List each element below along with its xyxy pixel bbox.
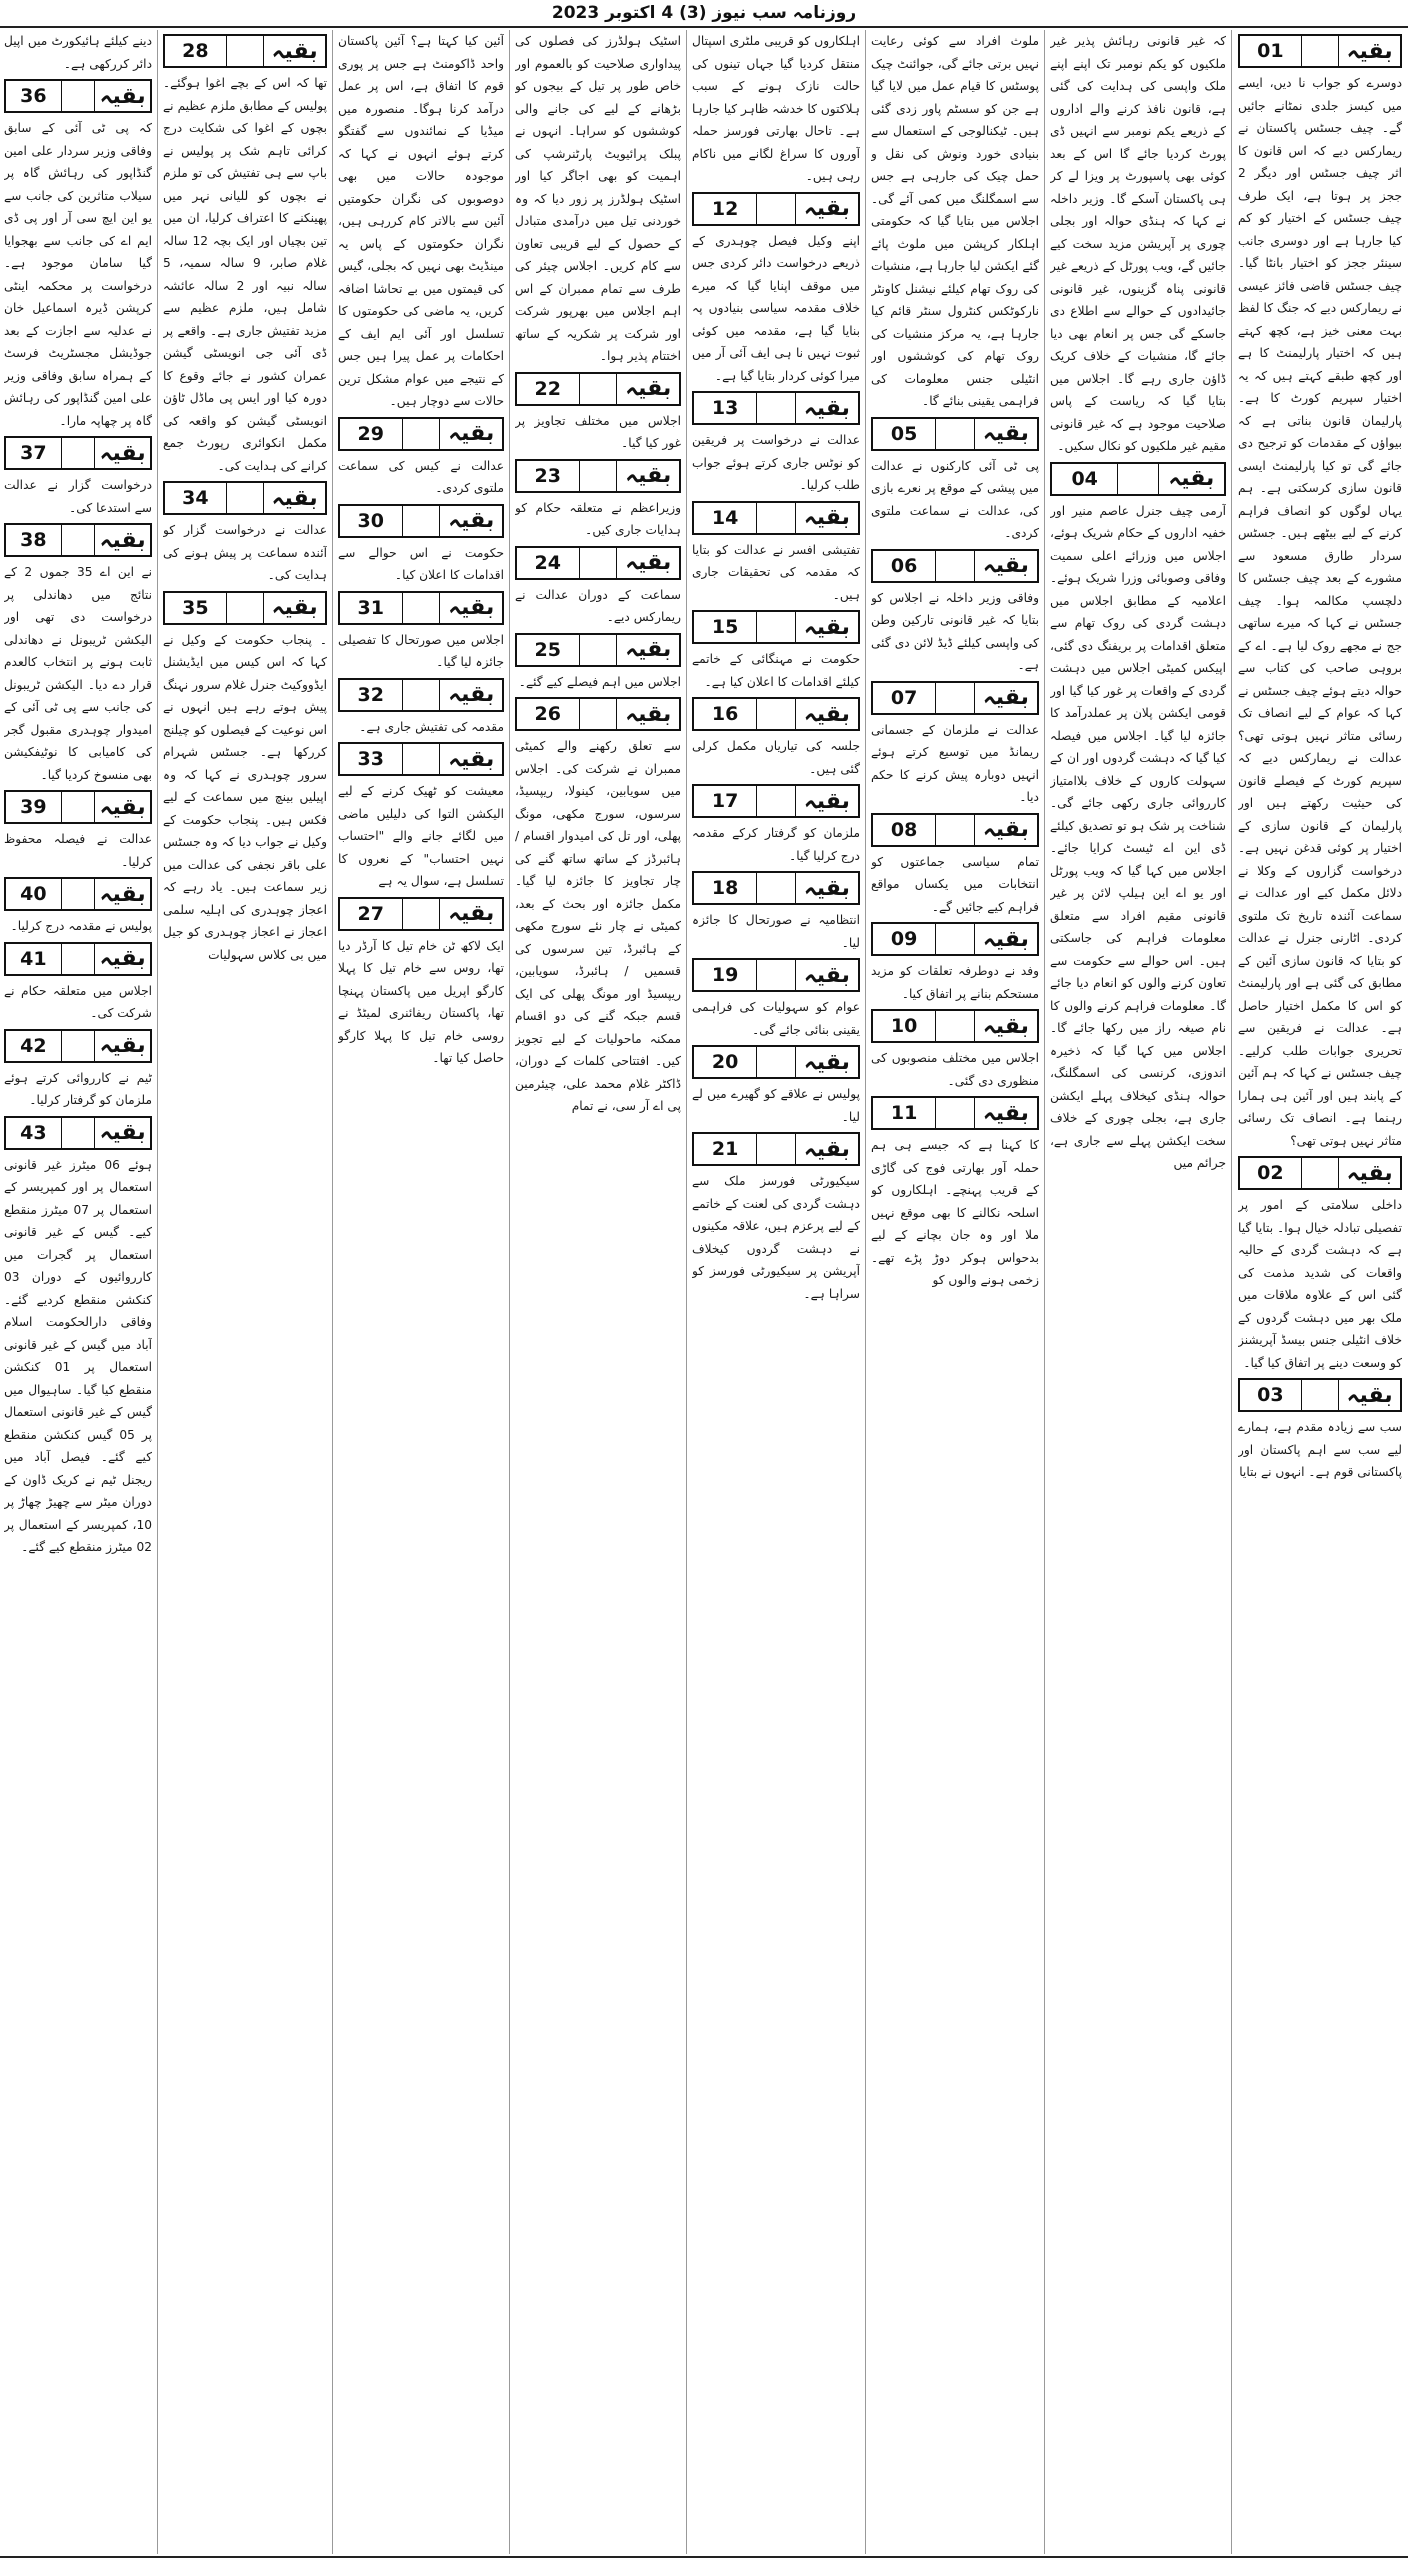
article-text: آئین کیا کہتا ہے؟ آئین پاکستان واحد ڈاکومنٹ ہے جس پر پوری قوم کا اتفاق ہے، اس پر عمل درآمد کرنا ہوگا۔ منصورہ میں میڈیا کے نمائندوں سے گفتگو کرتے ہوئے انہوں نے کہا کہ موجودہ حالات میں بھی دوصوبوں کی نگران حکومتیں آئین سے بالاتر کام کررہی ہیں، نگران حکومتوں کے پاس یہ مینڈیٹ بھی نہیں کہ بجلی، گیس کی قیمتوں میں بے تحاشا اضافہ کریں، یہ ماضی کی حکومتوں کا تسلسل اور آئی ایم ایف کے احکامات پر عمل پیرا ہیں جس کے نتیجے میں عوام مشکل ترین حالات سے دوچار ہیں۔ — [338, 34, 504, 408]
continuation-block — [515, 459, 681, 542]
continuation-number: 35 — [182, 596, 209, 619]
continuation-number: 33 — [357, 748, 384, 770]
continuation-block — [692, 784, 860, 867]
article-text: تمام سیاسی جماعتوں کو انتخابات میں یکساں مواقع فراہم کیے جائیں گے۔ — [871, 854, 1039, 914]
continuation-header — [1050, 462, 1226, 496]
continuation-header — [692, 958, 860, 992]
continuation-number: 07 — [890, 686, 918, 709]
continuation-header — [871, 813, 1039, 847]
continuation-block — [692, 697, 860, 780]
continuation-label: بقیہ — [795, 393, 858, 423]
article-text: ملزمان کو گرفتار کرکے مقدمہ درج کرلیا گیا۔ — [692, 826, 860, 863]
continuation-number: 23 — [534, 464, 561, 487]
continuation-number: 36 — [20, 85, 47, 107]
article-text: حکومت نے مہنگائی کے خاتمے کیلئے اقدامات کا اعلان کیا ہے۔ — [692, 652, 860, 689]
continuation-spacer — [935, 924, 973, 954]
column-divider — [332, 30, 333, 2554]
continuation-block — [871, 1009, 1039, 1092]
continuation-block — [1050, 462, 1226, 1175]
continuation-spacer — [756, 960, 794, 990]
article-text: سماعت کے دوران عدالت نے ریمارکس دیے۔ — [515, 587, 681, 624]
continuation-label: بقیہ — [616, 461, 679, 491]
article-text: سیکیورٹی فورسز ملک سے دہشت گردی کی لعنت کے خاتمے کے لیے پرعزم ہیں، علاقہ مکینوں نے دہشت گردوں کیخلاف آپریشن پر سیکیورٹی فورسز کو سراہا ہے۔ — [692, 1174, 860, 1301]
continuation-label: بقیہ — [439, 419, 502, 449]
continuation-block — [871, 681, 1039, 809]
article-text: پولیس نے مقدمہ درج کرلیا۔ — [10, 919, 152, 933]
continuation-number: 26 — [534, 703, 561, 725]
continuation-header — [871, 417, 1039, 451]
continuation-label: بقیہ — [94, 1118, 150, 1148]
continuation-label: بقیہ — [795, 503, 858, 533]
continuation-spacer — [579, 461, 617, 491]
continuation-number: 11 — [890, 1102, 918, 1124]
article-text: اپنے وکیل فیصل چوہدری کے ذریعے درخواست دائر کردی جس میں موقف اپنایا گیا کہ میرے خلاف مقدمہ سیاسی بنیادوں پہ بنایا گیا ہے، مقدمہ میں کوئی ثبوت نہیں نا ہی ایف آئی آر میں میرا کوئی کردار بتایا گیا ہے۔ — [692, 233, 860, 383]
continuation-header — [338, 591, 504, 625]
article-text: کا کہنا ہے کہ جیسے ہی ہم حملہ آور بھارتی فوج کی گاڑی کے قریب پہنچے۔ اہلکاروں کو اسلحہ نکالنے کا بھی موقع نہیں ملا اور وہ جان بچانے کے لیے بدحواس ہوکر دوڑ پڑے تھے۔ زخمی ہونے والوں کو — [871, 1138, 1039, 1287]
continuation-header — [871, 1096, 1039, 1130]
continuation-header — [4, 1029, 152, 1063]
continuation-block — [338, 678, 504, 739]
continuation-number: 05 — [890, 422, 918, 445]
continuation-number: 24 — [534, 551, 561, 574]
continuation-label: بقیہ — [974, 924, 1037, 954]
continuation-label: بقیہ — [795, 1047, 858, 1077]
continuation-spacer — [756, 393, 794, 423]
article-text: عدالت نے درخواست گزار کو آئندہ سماعت پر پیش ہونے کی ہدایت کی۔ — [163, 523, 327, 582]
continuation-header — [692, 871, 860, 905]
article-text: ٹیم نے کارروائی کرتے ہوئے ملزمان کو گرفتار کرلیا۔ — [4, 1070, 152, 1107]
continuation-header — [692, 192, 860, 226]
masthead-title: روزنامہ سب نیوز (3) 4 اکتوبر 2023 — [551, 3, 857, 23]
continuation-spacer — [756, 699, 794, 729]
continuation-header — [163, 481, 327, 515]
continuation-label: بقیہ — [94, 879, 150, 909]
continuation-block — [1238, 1156, 1402, 1374]
continuation-header — [515, 546, 681, 580]
bottom-rule — [0, 2556, 1408, 2558]
article-text: وزیراعظم نے متعلقہ حکام کو ہدایات جاری کیں۔ — [515, 500, 681, 537]
continuation-header — [163, 34, 327, 68]
continuation-block — [692, 1132, 860, 1305]
continuation-spacer — [1301, 1158, 1338, 1188]
continuation-number: 06 — [890, 554, 918, 577]
continuation-spacer — [226, 36, 263, 66]
article-text: حکومت نے اس حوالے سے اقدامات کا اعلان کیا۔ — [338, 545, 504, 582]
article-text: دوسرے کو جواب نا دیں، ایسے میں کیسز جلدی نمٹانے جائیں گے۔ چیف جسٹس پاکستان نے ریمارکس دیے کہ اس قانون کا اثر چیف جسٹس اور دیگر 2 ججز پر ہوتا ہے، ایک طرف چیف جسٹس کے اختیار کو کم کیا جارہا ہے اور دوسری جانب سینئر ججز کو اختیار بانٹا گیا۔ چیف جسٹس قاضی فائز عیسی نے ریمارکس دیے کہ جنگ کا لفظ بہت معنی خیز ہے، کچھ کہتے ہیں کہ اختیار پارلیمنٹ کا ہے اور کچھ طبقے کہتے ہیں کہ یہ اختیار سپریم کورٹ کا ہے۔ پارلیمان قانون بناتی ہے کہ بیواؤں کے مقدمات کو ترجیح دی جائے گی تو کیا پارلیمنٹ ایسی قانون سازی کرسکتی ہے۔ ہم یہاں لوگوں کو انصاف فراہم کرنے کے لیے بیٹھے ہیں۔ جسٹس سردار طارق مسعود سے مشورے کے بعد چیف جسٹس کا دلچسپ مکالمہ ہوا۔ چیف جسٹس نے کہا کہ میرے ساتھی جج نے مجھے روک لیا ہے۔ اے کے بروہی صاحب کی کتاب سے حوالہ دیتے ہوئے چیف جسٹس نے کہا کہ عوام کے لیے انصاف تک رسائی متاثر نہیں ہوتی تھی؟ عدالت نے ریمارکس دیے کہ سپریم کورٹ کے فیصلے قانون کی حیثیت رکھتے ہیں اور پارلیمان کے قانون سازی کے اختیار پر کوئی قدغن نہیں ہے۔ درخواست گزاروں کے وکلا نے دلائل مکمل کیے اور عدالت نے سماعت آئندہ تاریخ تک ملتوی کردی۔ اٹارنی جنرل نے عدالت کو بتایا کہ قانون سازی آئین کے مطابق کی گئی ہے اور پارلیمنٹ کو اس کا مکمل اختیار حاصل ہے۔ عدالت نے فریقین سے تحریری جوابات طلب کرلیے۔ چیف جسٹس نے کہا کہ ہم آئین کے پابند ہیں اور آئین ہی ہمارا رہنما ہے۔ انصاف تک رسائی متاثر نہیں ہوتی تھی؟ — [1238, 76, 1402, 1148]
continuation-block — [4, 1029, 152, 1112]
continuation-header — [871, 681, 1039, 715]
continuation-spacer — [61, 944, 95, 974]
column-5 — [515, 30, 681, 2554]
continuation-block — [163, 591, 327, 967]
continuation-spacer — [61, 1031, 95, 1061]
continuation-spacer — [756, 194, 794, 224]
continuation-block — [515, 372, 681, 455]
article-text: ۔ پنجاب حکومت کے وکیل نے کہا کہ اس کیس میں ایڈیشنل ایڈووکیٹ جنرل غلام سرور نہنگ پیش ہوتے رہے ہیں انہوں نے اس نوعیت کے فیصلوں کو چیلنج کررکھا ہے۔ جسٹس شہرام سرور چوہدری نے کہا کہ وہ اپیلیں بینچ میں سماعت کے لیے فکس ہیں۔ پنجاب حکومت کے وکیل نے جواب دیا کہ وہ جسٹس علی باقر نجفی کی عدالت میں زیر سماعت ہیں۔ یاد رہے کہ اعجاز چوہدری کی اہلیہ سلمی اعجاز نے اعجاز چوہدری کو جیل میں بی کلاس سہولیات — [163, 632, 327, 962]
article-text: اجلاس میں صورتحال کا تفصیلی جائزہ لیا گیا۔ — [338, 632, 504, 669]
top-rule — [0, 26, 1408, 28]
continuation-block — [338, 897, 504, 1070]
continuation-label: بقیہ — [795, 786, 858, 816]
continuation-number: 42 — [20, 1034, 47, 1057]
continuation-number: 18 — [711, 877, 739, 899]
continuation-number: 10 — [890, 1015, 918, 1037]
continuation-block — [1238, 1378, 1402, 1484]
continuation-header — [4, 436, 152, 470]
continuation-block — [692, 610, 860, 693]
article-text: پی ٹی آئی کارکنوں نے عدالت میں پیشی کے موقع پر نعرے بازی کی، عدالت نے سماعت ملتوی کردی۔ — [871, 458, 1039, 540]
continuation-header — [515, 372, 681, 406]
article-text: اجلاس میں متعلقہ حکام نے شرکت کی۔ — [4, 983, 152, 1020]
continuation-label: بقیہ — [439, 506, 502, 536]
continuation-number: 13 — [711, 397, 739, 419]
column-divider — [686, 30, 687, 2554]
continuation-spacer — [61, 81, 95, 111]
continuation-spacer — [756, 612, 794, 642]
continuation-number: 31 — [357, 596, 384, 619]
continuation-spacer — [226, 593, 263, 623]
continuation-block — [692, 192, 860, 388]
continuation-spacer — [402, 744, 440, 774]
continuation-number: 09 — [890, 928, 918, 950]
continuation-number: 16 — [711, 703, 739, 725]
continuation-block — [692, 958, 860, 1041]
column-1 — [1238, 30, 1402, 2554]
continuation-header — [692, 501, 860, 535]
continuation-label: بقیہ — [795, 699, 858, 729]
continuation-spacer — [579, 699, 617, 729]
continuation-spacer — [402, 419, 440, 449]
continuation-number: 41 — [20, 947, 47, 970]
continuation-label: بقیہ — [94, 525, 150, 555]
continuation-number: 43 — [20, 1121, 47, 1144]
continuation-label: بقیہ — [439, 680, 502, 710]
continuation-number: 30 — [357, 509, 384, 532]
continuation-block — [515, 697, 681, 1118]
continuation-label: بقیہ — [795, 612, 858, 642]
continuation-header — [515, 697, 681, 731]
continuation-block — [163, 34, 327, 477]
continuation-block — [692, 391, 860, 497]
continuation-number: 37 — [20, 442, 47, 464]
article-text: داخلی سلامتی کے امور پر تفصیلی تبادلہ خیال ہوا۔ بتایا گیا ہے کہ دہشت گردی کے حالیہ واقعات کی شدید مذمت کی گئی اس کے علاوہ ملاقات میں ملک بھر میں دہشت گردوں کے خلاف انٹیلی جنس بیسڈ آپریشنز کو وسعت دینے پر اتفاق کیا گیا۔ — [1238, 1198, 1402, 1370]
continuation-spacer — [61, 438, 95, 468]
article-text: عدالت نے فیصلہ محفوظ کرلیا۔ — [4, 832, 152, 869]
continuation-number: 34 — [182, 487, 209, 509]
article-text: تھا کہ اس کے بچے اغوا ہوگئے۔ پولیس کے مطابق ملزم عظیم نے بچوں کے اغوا کی شکایت درج کرائی تاہم شک پر پولیس نے باپ سے ہی تفتیش کی تو ملزم نے بچوں کو للیانی نہر میں پھینکنے کا اعتراف کرلیا، ان میں تین بچیاں اور ایک بچہ 12 سالہ غلام صابر، 9 سالہ سمیہ، 5 سالہ نبیہ اور 2 سالہ عائشہ شامل ہیں، ملزم عظیم سے مزید تفتیش جاری ہے۔ واقعے پر ڈی آئی جی انویسٹی گیشن عمران کشور نے جائے وقوع کا دورہ کیا اور ایس پی ماڈل ٹاؤن انویسٹی گیشن کو واقعہ کی مکمل انکوائری رپورٹ جمع کرانے کی ہدایت کی۔ — [163, 76, 327, 473]
continuation-block — [871, 813, 1039, 919]
column-divider — [865, 30, 866, 2554]
article-text: وفاقی وزیر داخلہ نے اجلاس کو بتایا کہ غیر قانونی تارکین وطن کی واپسی کیلئے ڈیڈ لائن دی گئی ہے۔ — [871, 590, 1039, 672]
continuation-label: بقیہ — [795, 873, 858, 903]
article-text: عدالت نے کیس کی سماعت ملتوی کردی۔ — [338, 458, 504, 495]
article-text: پولیس نے علاقے کو گھیرے میں لے لیا۔ — [692, 1087, 860, 1124]
continuation-block — [338, 504, 504, 587]
continuation-label: بقیہ — [974, 815, 1037, 845]
article-text: دینے کیلئے ہائیکورٹ میں اپیل دائر کررکھی ہے۔ — [4, 34, 152, 71]
continuation-header — [4, 942, 152, 976]
article-text: تفتیشی افسر نے عدالت کو بتایا کہ مقدمہ کی تحقیقات جاری ہیں۔ — [692, 542, 860, 602]
continuation-spacer — [61, 525, 95, 555]
article-text: اجلاس میں اہم فیصلے کیے گئے۔ — [518, 674, 681, 689]
continuation-header — [692, 610, 860, 644]
continuation-number: 14 — [711, 506, 739, 529]
continuation-spacer — [756, 873, 794, 903]
continuation-number: 02 — [1257, 1162, 1284, 1184]
column-6 — [338, 30, 504, 2554]
continuation-number: 27 — [357, 902, 384, 925]
continuation-block — [692, 1045, 860, 1128]
continuation-spacer — [935, 815, 973, 845]
continuation-header — [692, 391, 860, 425]
continuation-label: بقیہ — [616, 548, 679, 578]
column-divider — [1231, 30, 1232, 2554]
continuation-number: 39 — [20, 796, 47, 818]
continuation-block — [4, 523, 152, 786]
column-divider — [157, 30, 158, 2554]
continuation-spacer — [756, 786, 794, 816]
continuation-header — [515, 633, 681, 667]
continuation-label: بقیہ — [94, 81, 150, 111]
continuation-block — [338, 417, 504, 500]
continuation-label: بقیہ — [974, 419, 1037, 449]
continuation-spacer — [1117, 464, 1157, 494]
article-text: مقدمہ کی تفتیش جاری ہے۔ — [359, 719, 504, 734]
continuation-label: بقیہ — [439, 744, 502, 774]
article-text: ملوث افراد سے کوئی رعایت نہیں برتی جائے گی، جوائنٹ چیک پوسٹس کا قیام عمل میں لایا گیا ہے جن کو سسٹم پاور زدی گئی ہیں۔ ٹیکنالوجی کے استعمال سے بنیادی خورد ونوش کی نقل و حمل چیک کی جارہی ہے جس سے اسمگلنگ میں کمی آئے گی۔ اجلاس میں بتایا گیا کہ حکومتی اہلکار کرپشن میں ملوث پائے گئے ایکشن لیا جارہا ہے، منشیات کی روک تھام کیلئے نیشنل کاونٹر نارکوٹکس کنٹرول سنٹر قائم کیا جارہا ہے، یہ مرکز منشیات کی روک تھام کی کوششوں اور انٹیلی جنس معلومات کی فراہمی یقینی بنائے گا۔ — [871, 34, 1039, 408]
article-text: انتظامیہ نے صورتحال کا جائزہ لیا۔ — [692, 913, 860, 950]
continuation-header — [692, 1045, 860, 1079]
continuation-block — [338, 742, 504, 893]
continuation-block — [515, 633, 681, 694]
continuation-spacer — [756, 1047, 794, 1077]
continuation-label: بقیہ — [1338, 1380, 1400, 1410]
continuation-block — [4, 942, 152, 1025]
continuation-spacer — [402, 899, 440, 929]
article-text: عدالت نے درخواست پر فریقین کو نوٹس جاری کرتے ہوئے جواب طلب کرلیا۔ — [692, 433, 860, 492]
continuation-spacer — [935, 1011, 973, 1041]
continuation-number: 21 — [711, 1138, 739, 1160]
continuation-block — [515, 546, 681, 629]
continuation-block — [338, 591, 504, 674]
article-text: اجلاس میں مختلف تجاویز پر غور کیا گیا۔ — [515, 413, 681, 450]
continuation-label: بقیہ — [974, 1011, 1037, 1041]
continuation-label: بقیہ — [974, 1098, 1037, 1128]
article-text: معیشت کو ٹھیک کرنے کے لیے الیکشن التوا کی دلیلیں ماضی میں لگائے جانے والے "احتساب نہیں احتساب" کے نعروں کا تسلسل ہے، سوال یہ ہے — [338, 784, 504, 888]
continuation-block — [338, 30, 504, 413]
article-text: اجلاس میں مختلف منصوبوں کی منظوری دی گئی۔ — [871, 1051, 1039, 1088]
continuation-header — [4, 790, 152, 824]
continuation-label: بقیہ — [974, 551, 1037, 581]
continuation-label: بقیہ — [616, 635, 679, 665]
continuation-spacer — [935, 683, 973, 713]
continuation-label: بقیہ — [263, 36, 325, 66]
continuation-label: بقیہ — [1338, 1158, 1400, 1188]
continuation-spacer — [756, 1134, 794, 1164]
continuation-header — [338, 417, 504, 451]
continuation-spacer — [579, 635, 617, 665]
continuation-number: 29 — [357, 422, 384, 445]
continuation-spacer — [61, 1118, 95, 1148]
continuation-header — [338, 742, 504, 776]
continuation-label: بقیہ — [94, 792, 150, 822]
continuation-number: 22 — [534, 377, 561, 400]
continuation-block — [871, 30, 1039, 413]
continuation-number: 03 — [1257, 1384, 1284, 1406]
column-4 — [692, 30, 860, 2554]
continuation-label: بقیہ — [263, 593, 325, 623]
continuation-header — [338, 678, 504, 712]
continuation-header — [163, 591, 327, 625]
continuation-header — [692, 1132, 860, 1166]
article-text: عوام کو سہولیات کی فراہمی یقینی بنائی جائے گی۔ — [692, 1000, 860, 1037]
continuation-header — [1238, 34, 1402, 68]
article-text: ہوئے 06 میٹرز غیر قانونی استعمال پر اور کمپریسر کے استعمال پر 07 میٹرز منقطع کیے۔ گیس کے غیر قانونی استعمال پر گجرات میں کارروائیوں کے دوران 03 کنکشن منقطع کردیے گئے۔ وفاقی دارالحکومت اسلام آباد میں گیس کے غیر قانونی استعمال پر 01 کنکشن منقطع کیا گیا۔ ساہیوال میں گیس کے غیر قانونی استعمال پر 05 گیس کنکشن منقطع کیے گئے۔ فیصل آباد میں ریجنل ٹیم نے کریک ڈاون کے دوران میٹر سے چھیڑ چھاڑ پر 10، کمپریسر کے استعمال پر 02 میٹرز منقطع کیے گئے۔ — [4, 1157, 152, 1554]
continuation-block — [871, 417, 1039, 545]
continuation-label: بقیہ — [795, 194, 858, 224]
continuation-label: بقیہ — [974, 683, 1037, 713]
continuation-number: 08 — [890, 818, 918, 841]
continuation-header — [871, 1009, 1039, 1043]
article-text: ایک لاکھ ٹن خام تیل کا آرڈر دیا تھا، روس سے خام تیل کا پہلا کارگو اپریل میں پاکستان پہنچا تھا، پاکستان ریفائنری لمیٹڈ نے روسی خام تیل کا پہلا کارگو حاصل کیا تھا۔ — [338, 938, 504, 1065]
continuation-block — [692, 501, 860, 607]
article-text: کہ پی ٹی آئی کے سابق وفاقی وزیر سردار علی امین گنڈاپور کی رہائش گاہ پر سیلاب متاثرین کی جانب سے یو این ایچ سی آر اور پی ڈی ایم اے کی جانب سے بھجوایا گیا سامان موجود ہے۔ درخواست پر محکمہ اینٹی کرپشن ڈیرہ اسماعیل خان نے عدلیہ سے اجازت کے بعد جوڈیشل مجسٹریٹ فرسٹ کے ہمراہ سابق وفاقی وزیر علی امین گنڈاپور کی رہائش گاہ پر چھاپہ مارا۔ — [4, 121, 152, 428]
continuation-header — [692, 784, 860, 818]
column-2 — [1050, 30, 1226, 2554]
continuation-spacer — [402, 680, 440, 710]
continuation-spacer — [935, 1098, 973, 1128]
article-text: آرمی چیف جنرل عاصم منیر اور خفیہ اداروں کے حکام شریک ہوئے، اجلاس میں وزرائے اعلی سمیت وفاقی وصوبائی وزرا شریک ہوئے۔ اعلامیہ کے مطابق اجلاس میں دہشت گردی کی روک تھام سے متعلق اقدامات پر بریفنگ دی گئی، اپیکس کمیٹی اجلاس میں دہشت گردی کے واقعات پر غور کیا گیا اور قومی ایکشن پلان پر عملدرآمد کا جائزہ لیا گیا۔ اجلاس میں فیصلہ کیا گیا کہ دہشت گردوں اور ان کے سہولت کاروں کے خلاف بلاامتیاز کارروائی جاری رکھی جائے گی۔ شناخت پر شک ہو تو تصدیق کیلئے ڈی این اے ٹیسٹ کرایا جائے۔ اجلاس میں کہا گیا کہ ویب پورٹل اور یو اے این ہیلپ لائن پر غیر قانونی مقیم افراد سے متعلق معلومات فراہم کی جاسکتی ہیں۔ اس حوالے سے حکومت سے تعاون کرنے والوں کو انعام دیا جائے گا۔ معلومات فراہم کرنے والوں کا نام صیغہ راز میں رکھا جائے گا۔ اجلاس میں کہا گیا کہ ذخیرہ اندوزی، کرنسی کی اسمگلنگ، حوالہ ہنڈی کیخلاف پہلے ایکشن جاری ہے، بجلی چوری کے خلاف سخت ایکشن پہلے سے جاری ہے، جرائم میں — [1050, 503, 1226, 1170]
continuation-label: بقیہ — [616, 374, 679, 404]
continuation-block — [1050, 30, 1226, 458]
continuation-block — [4, 1116, 152, 1559]
article-text: عدالت نے ملزمان کے جسمانی ریمانڈ میں توسیع کرتے ہوئے انہیں دوبارہ پیش کرنے کا حکم دیا۔ — [871, 722, 1039, 804]
continuation-number: 38 — [20, 529, 47, 551]
article-text: جلسہ کی تیاریاں مکمل کرلی گئی ہیں۔ — [692, 739, 860, 776]
column-8 — [4, 30, 152, 2554]
continuation-block — [871, 1096, 1039, 1292]
continuation-label: بقیہ — [616, 699, 679, 729]
continuation-number: 01 — [1257, 40, 1284, 62]
continuation-number: 12 — [711, 197, 739, 220]
continuation-header — [4, 877, 152, 911]
continuation-label: بقیہ — [795, 1134, 858, 1164]
continuation-header — [1238, 1378, 1402, 1412]
continuation-header — [338, 504, 504, 538]
continuation-block — [1238, 34, 1402, 1152]
continuation-block — [4, 79, 152, 432]
continuation-label: بقیہ — [94, 1031, 150, 1061]
masthead — [0, 0, 1408, 26]
continuation-spacer — [1301, 1380, 1338, 1410]
continuation-spacer — [756, 503, 794, 533]
continuation-spacer — [935, 551, 973, 581]
continuation-number: 17 — [711, 790, 739, 812]
continuation-spacer — [579, 548, 617, 578]
continuation-label: بقیہ — [439, 899, 502, 929]
continuation-header — [338, 897, 504, 931]
article-text: وفد نے دوطرفہ تعلقات کو مزید مستحکم بنانے پر اتفاق کیا۔ — [871, 964, 1039, 1001]
continuation-header — [4, 1116, 152, 1150]
continuation-number: 32 — [357, 683, 384, 706]
continuation-spacer — [1301, 36, 1338, 66]
continuation-label: بقیہ — [439, 593, 502, 623]
continuation-block — [692, 30, 860, 188]
continuation-number: 19 — [711, 964, 739, 986]
continuation-spacer — [935, 419, 973, 449]
continuation-label: بقیہ — [1158, 464, 1224, 494]
continuation-label: بقیہ — [795, 960, 858, 990]
continuation-header — [871, 922, 1039, 956]
article-text: نے این اے 35 جموں 2 کے نتائج میں دھاندلی پر درخواست دی تھی اور الیکشن ٹریبونل نے دھاندلی ثابت ہونے پر انتخاب کالعدم قرار دے دیا۔ الیکشن ٹریبونل کی جانب سے پی ٹی آئی کے امیدوار چوہدری مقبول گجر کی کامیابی کا نوٹیفکیشن بھی منسوخ کردیا گیا۔ — [4, 565, 152, 782]
article-text: اہلکاروں کو قریبی ملٹری اسپتال منتقل کردیا گیا جہاں تینوں کی حالت نازک ہونے کے سبب ہلاکتوں کا خدشہ ظاہر کیا جارہا ہے۔ تاحال بھارتی فورسز حملہ آوروں کا سراغ لگانے میں ناکام رہی ہیں۔ — [692, 34, 860, 183]
continuation-label: بقیہ — [94, 944, 150, 974]
continuation-spacer — [226, 483, 263, 513]
continuation-block — [4, 790, 152, 873]
continuation-number: 20 — [711, 1051, 739, 1073]
continuation-number: 04 — [1071, 467, 1098, 490]
continuation-spacer — [402, 593, 440, 623]
continuation-number: 40 — [20, 883, 47, 905]
continuation-label: بقیہ — [263, 483, 325, 513]
continuation-label: بقیہ — [94, 438, 150, 468]
continuation-spacer — [579, 374, 617, 404]
continuation-header — [515, 459, 681, 493]
column-divider — [509, 30, 510, 2554]
continuation-block — [871, 922, 1039, 1005]
column-divider — [1044, 30, 1045, 2554]
continuation-header — [4, 79, 152, 113]
continuation-label: بقیہ — [1338, 36, 1400, 66]
continuation-number: 28 — [182, 40, 209, 62]
continuation-spacer — [402, 506, 440, 536]
continuation-block — [4, 436, 152, 519]
continuation-header — [4, 523, 152, 557]
continuation-header — [692, 697, 860, 731]
article-text: کہ غیر قانونی رہائش پذیر غیر ملکیوں کو یکم نومبر تک اپنے اپنے ملک واپسی کی ہدایت کی گئی ہے، قانون نافذ کرنے والے اداروں کے ذریعے یکم نومبر سے انہیں ڈی پورٹ کردیا جائے گا اس کے بعد کوئی بھی پاسپورٹ پر ویزا لے کر ہی پاکستان آسکے گا۔ وزیر داخلہ نے کہا کہ ہنڈی حوالہ اور بجلی چوری پر آپریشن مزید سخت کیے جائیں گے، ویب پورٹل کے ذریعے غیر قانونی پناہ گزینوں، غیر قانونی جائیدادوں کے حوالے سے اطلاع دی جاسکے گی جس پر انعام بھی دیا جائے گا، منشیات کے خلاف کریک ڈاؤن جاری رہے گا۔ اجلاس میں بتایا گیا کہ ریاست کے پاس صلاحیت موجود ہے کہ غیر قانونی مقیم غیر ملکیوں کو نکال سکیں۔ — [1050, 34, 1226, 453]
continuation-header — [871, 549, 1039, 583]
article-text: سب سے زیادہ مقدم ہے، ہمارے لیے سب سے اہم پاکستان اور پاکستانی قوم ہے۔ انہوں نے بتایا — [1238, 1420, 1402, 1479]
article-text: درخواست گزار نے عدالت سے استدعا کی۔ — [4, 478, 152, 515]
continuation-block — [692, 871, 860, 954]
continuation-block — [4, 30, 152, 75]
continuation-header — [1238, 1156, 1402, 1190]
continuation-spacer — [61, 879, 95, 909]
continuation-block — [163, 481, 327, 587]
continuation-number: 25 — [534, 638, 561, 661]
continuation-block — [871, 549, 1039, 677]
column-7 — [163, 30, 327, 2554]
continuation-number: 15 — [711, 616, 739, 638]
column-3 — [871, 30, 1039, 2554]
continuation-block — [515, 30, 681, 368]
continuation-block — [4, 877, 152, 938]
article-text: اسٹیک ہولڈرز کی فصلوں کی پیداواری صلاحیت کو بالعموم اور خاص طور پر تیل کے بیجوں کو بڑھانے کے لیے کی جانے والی کوششوں کو سراہا۔ انہوں نے پبلک پرائیویٹ پارٹنرشپ کی اہمیت کو بھی اجاگر کیا اور اسٹیک ہولڈرز پر زور دیا کہ وہ خوردنی تیل میں درآمدی متبادل کے حصول کے لیے قریبی تعاون سے کام کریں۔ اجلاس چیئر کی طرف سے تمام ممبران کے اس اہم اجلاس میں بھرپور شرکت اور شرکت پر شکریہ کے ساتھ اختتام پذیر ہوا۔ — [515, 34, 681, 363]
article-text: سے تعلق رکھنے والے کمیٹی ممبران نے شرکت کی۔ اجلاس میں سویابین، کینولا، ریپسیڈ، سرسوں، سورج مکھی، مونگ پھلی، اور تل کی امیدوار اقسام / ہائبرڈز کے ساتھ ساتھ گنے کی چار تجاویز کا جائزہ لیا گیا۔ مکمل جائزہ اور بحث کے بعد، کمیٹی نے چار نئے سورج مکھی کے ہائبرڈ، تین سرسوں کی قسمیں / ہائبرڈ، سویابین، ریپسیڈ اور مونگ پھلی کی ایک قسم جبکہ گنے کی دو اقسام ممکنہ ماحولیات کے لیے تجویز کیں۔ افتتاحی کلمات کے دوران، ڈاکٹر غلام محمد علی، چیئرمین پی اے آر سی، نے تمام — [515, 739, 681, 1113]
continuation-spacer — [61, 792, 95, 822]
